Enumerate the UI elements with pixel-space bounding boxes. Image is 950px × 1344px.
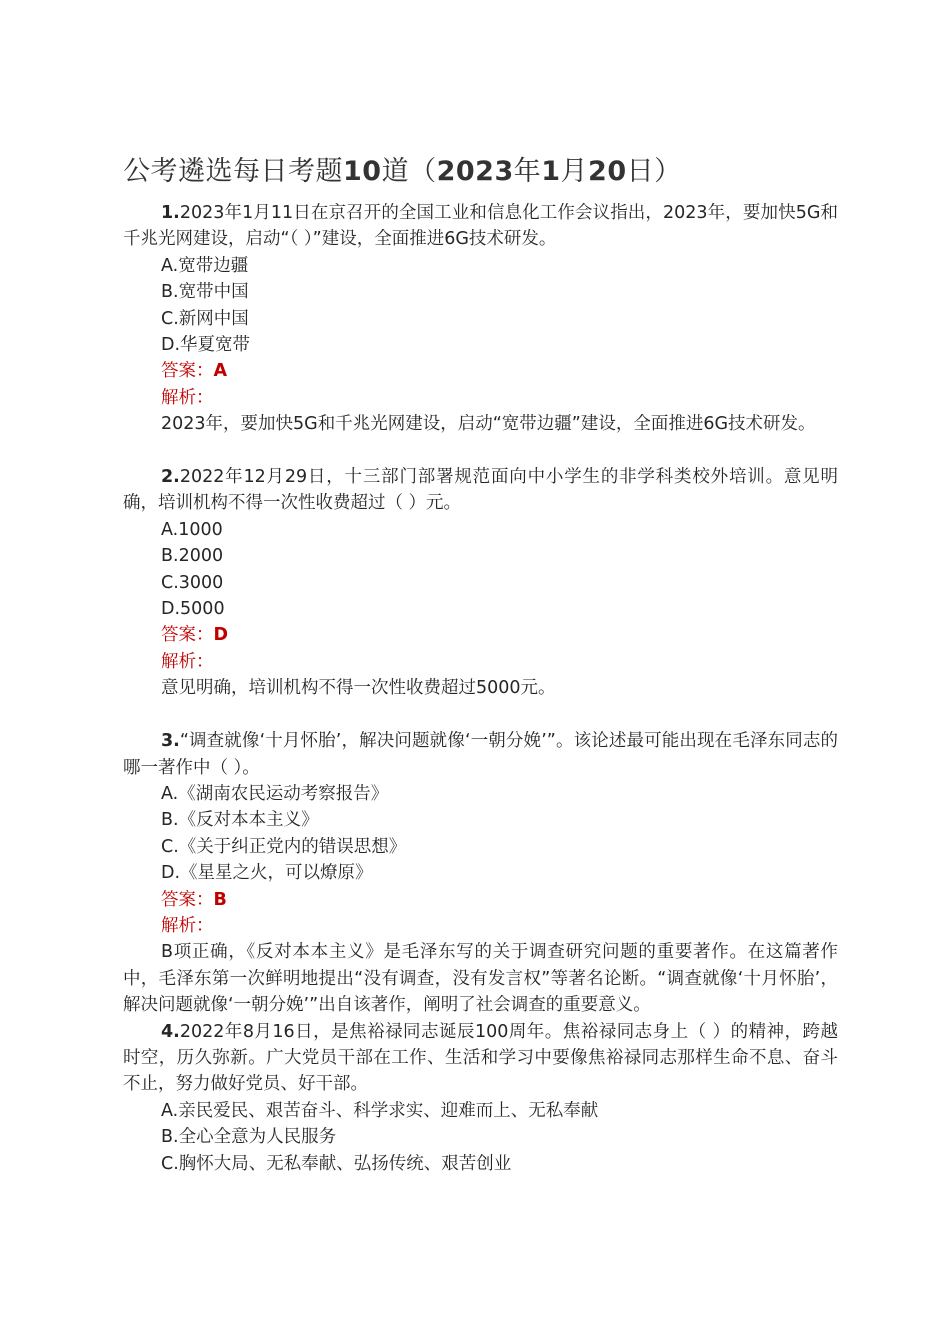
question-stem: 3.“调查就像‘十月怀胎’，解决问题就像‘一朝分娩’”。该论述最可能出现在毛泽东同志的哪一著作中（ ）。 <box>123 731 838 778</box>
explanation-text: 2023年，要加快5G和千兆光网建设，启动“宽带边疆”建设，全面推进6G技术研发。 <box>161 414 816 435</box>
answer-line: 答案：B <box>161 889 227 910</box>
question-stem: 2.2022年12月29日，十三部门部署规范面向中小学生的非学科类校外培训。意见明确，培训机构不得一次性收费超过（ ）元。 <box>123 467 838 514</box>
option-d: D.5000 <box>161 599 225 620</box>
option-d: D.《星星之火，可以燎原》 <box>161 863 373 884</box>
option-a: A.《湖南农民运动考察报告》 <box>161 783 389 804</box>
spacer <box>123 438 838 464</box>
option-c: C.新网中国 <box>161 308 249 329</box>
spacer <box>123 702 838 728</box>
option-a: A.宽带边疆 <box>161 255 249 276</box>
option-c: C.3000 <box>161 572 224 593</box>
question-1 <box>123 200 838 438</box>
document-page <box>123 150 838 1177</box>
question-3 <box>123 728 838 1018</box>
option-d: D.华夏宽带 <box>161 335 251 356</box>
question-4 <box>123 1019 838 1177</box>
explanation-text: B项正确，《反对本本主义》是毛泽东写的关于调查研究问题的重要著作。在这篇著作中，毛泽东第一次鲜明地提出“没有调查，没有发言权”等著名论断。“调查就像‘十月怀胎’，解决问题就像‘一朝分娩’”出自该著作，阐明了社会调查的重要意义。 <box>123 942 838 1016</box>
answer-line: 答案：D <box>161 625 229 646</box>
question-stem: 4.2022年8月16日，是焦裕禄同志诞辰100周年。焦裕禄同志身上（ ）的精神，跨越时空，历久弥新。广大党员干部在工作、生活和学习中要像焦裕禄同志那样生命不息、奋斗不止，努力做好党员、好干部。 <box>123 1021 838 1095</box>
question-stem: 1.2023年1月11日在京召开的全国工业和信息化工作会议指出，2023年，要加快5G和千兆光网建设，启动“（ ）”建设，全面推进6G技术研发。 <box>123 203 838 250</box>
explanation-label: 解析： <box>161 915 214 936</box>
option-b: B.2000 <box>161 546 224 567</box>
option-b: B.全心全意为人民服务 <box>161 1127 337 1148</box>
option-b: B.《反对本本主义》 <box>161 810 319 831</box>
answer-line: 答案：A <box>161 361 228 382</box>
option-c: C.《关于纠正党内的错误思想》 <box>161 836 407 857</box>
option-c: C.胸怀大局、无私奉献、弘扬传统、艰苦创业 <box>161 1153 512 1174</box>
option-b: B.宽带中国 <box>161 282 249 303</box>
explanation-label: 解析： <box>161 651 214 672</box>
explanation-text: 意见明确，培训机构不得一次性收费超过5000元。 <box>161 678 556 699</box>
question-2 <box>123 464 838 702</box>
page-title: 公考遴选每日考题10道（2023年1月20日） <box>123 156 682 187</box>
explanation-label: 解析： <box>161 387 214 408</box>
option-a: A.1000 <box>161 519 223 540</box>
option-a: A.亲民爱民、艰苦奋斗、科学求实、迎难而上、无私奉献 <box>161 1100 599 1121</box>
